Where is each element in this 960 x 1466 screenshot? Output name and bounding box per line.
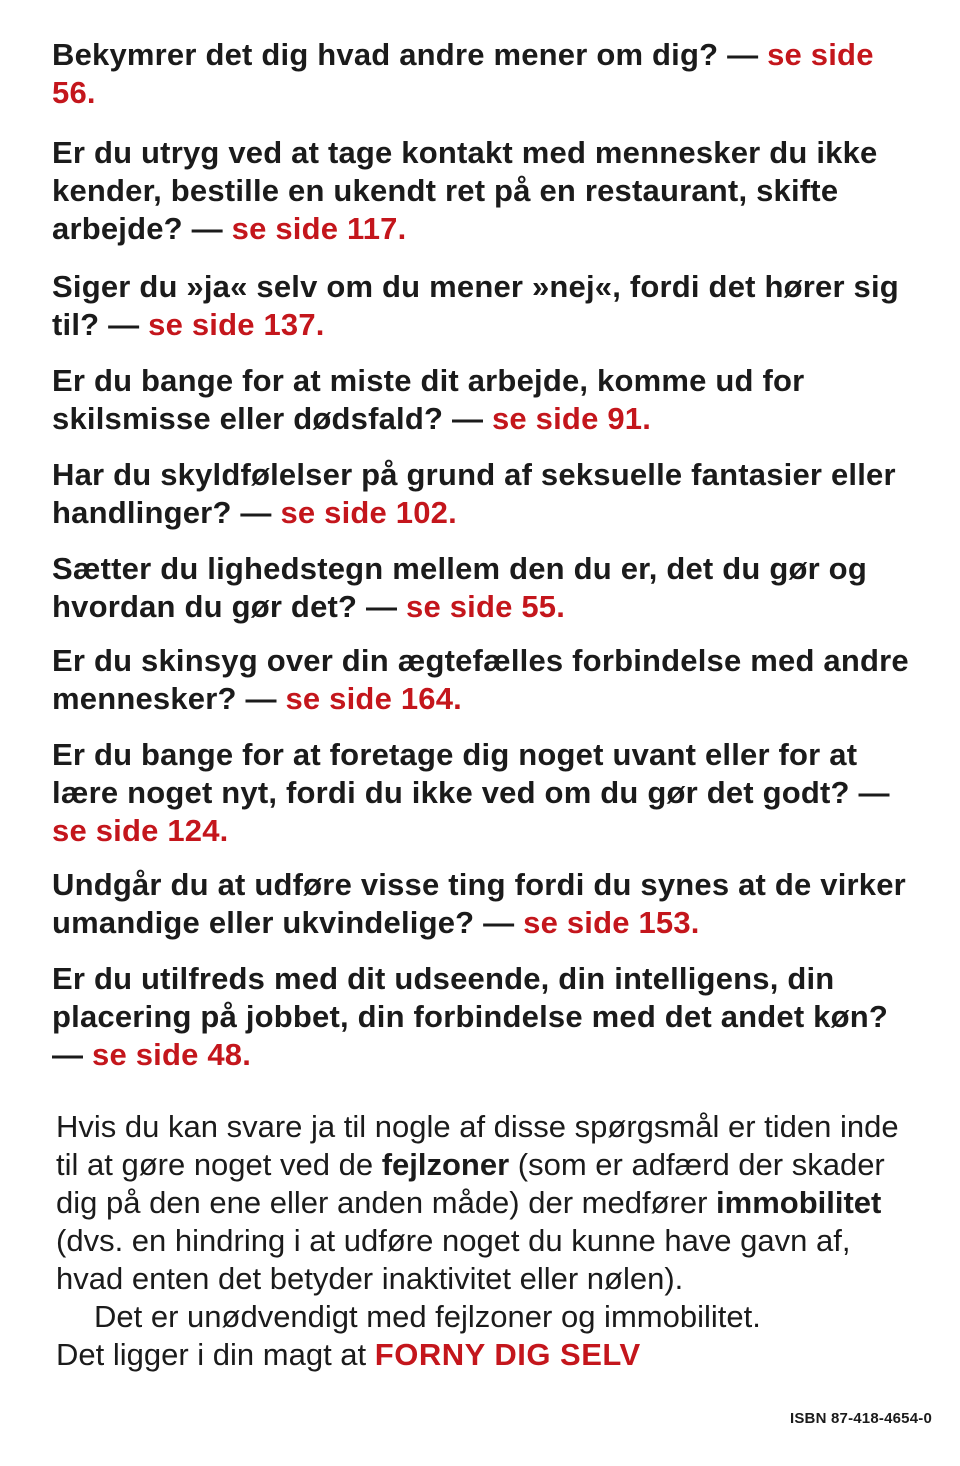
term-immobilitet: immobilitet xyxy=(716,1185,882,1220)
closing-text-part: (dvs. en hindring i at udføre noget du kunne have gavn af, hvad enten det betyder inaktivitet eller nølen). xyxy=(56,1223,851,1296)
page-reference: se side 117. xyxy=(231,211,407,246)
closing-text xyxy=(56,1108,916,1374)
question-text: Bekymrer det dig hvad andre mener om dig? — xyxy=(52,37,759,72)
page-reference: se side 153. xyxy=(523,905,700,940)
isbn-number: ISBN 87-418-4654-0 xyxy=(789,1410,932,1427)
page-reference: se side 137. xyxy=(148,307,325,342)
page-reference: se side 56. xyxy=(52,37,874,110)
closing-text-part: Det ligger i din magt at xyxy=(56,1337,375,1372)
closing-paragraph xyxy=(56,1108,916,1298)
question-1 xyxy=(52,36,912,112)
question-4 xyxy=(52,362,912,438)
question-3 xyxy=(52,268,912,344)
page-reference: se side 91. xyxy=(491,401,652,436)
question-text: Er du bange for at foretage dig noget uvant eller for at lære noget nyt, fordi du ikke ved om du gør det godt? — xyxy=(52,737,890,810)
question-text: Sætter du lighedstegn mellem den du er, det du gør og hvordan du gør det? — xyxy=(52,551,867,624)
closing-statement: Det er unødvendigt med fejlzoner og immobilitet. xyxy=(94,1299,761,1334)
question-9 xyxy=(52,866,912,942)
question-7 xyxy=(52,642,912,718)
page-reference: se side 55. xyxy=(406,589,566,624)
question-text: Siger du »ja« selv om du mener »nej«, fordi det hører sig til? — xyxy=(52,269,899,342)
question-text: Har du skyldfølelser på grund af seksuelle fantasier eller handlinger? — xyxy=(52,457,896,530)
question-10 xyxy=(52,960,912,1074)
question-text: Er du utilfreds med dit udseende, din intelligens, din placering på jobbet, din forbindelse med det andet køn? — xyxy=(52,961,889,1072)
term-fejlzoner: fejlzoner xyxy=(381,1147,510,1182)
page-reference: se side 124. xyxy=(52,813,229,848)
question-2 xyxy=(52,134,912,248)
question-text: Er du bange for at miste dit arbejde, komme ud for skilsmisse eller dødsfald? — xyxy=(52,363,805,436)
closing-text-part: Hvis du kan svare ja til nogle af disse spørgsmål er tiden inde til at gøre noget ved de xyxy=(56,1109,899,1182)
question-8 xyxy=(52,736,912,850)
question-text: Er du utryg ved at tage kontakt med mennesker du ikke kender, bestille en ukendt ret på en restaurant, skifte arbejde? — xyxy=(52,135,878,246)
book-title: FORNY DIG SELV xyxy=(374,1337,641,1372)
page-reference: se side 164. xyxy=(285,681,462,716)
question-text: Er du skinsyg over din ægtefælles forbindelse med andre mennesker? — xyxy=(52,643,909,716)
page-reference: se side 102. xyxy=(280,495,457,530)
question-6 xyxy=(52,550,912,626)
closing-call-to-action xyxy=(56,1336,916,1374)
page-reference: se side 48. xyxy=(92,1037,252,1072)
closing-text-part: (som er adfærd der skader dig på den ene eller anden måde) der medfører xyxy=(56,1147,885,1220)
question-5 xyxy=(52,456,912,532)
question-text: Undgår du at udføre visse ting fordi du synes at de virker umandige eller ukvindelige? — xyxy=(52,867,906,940)
